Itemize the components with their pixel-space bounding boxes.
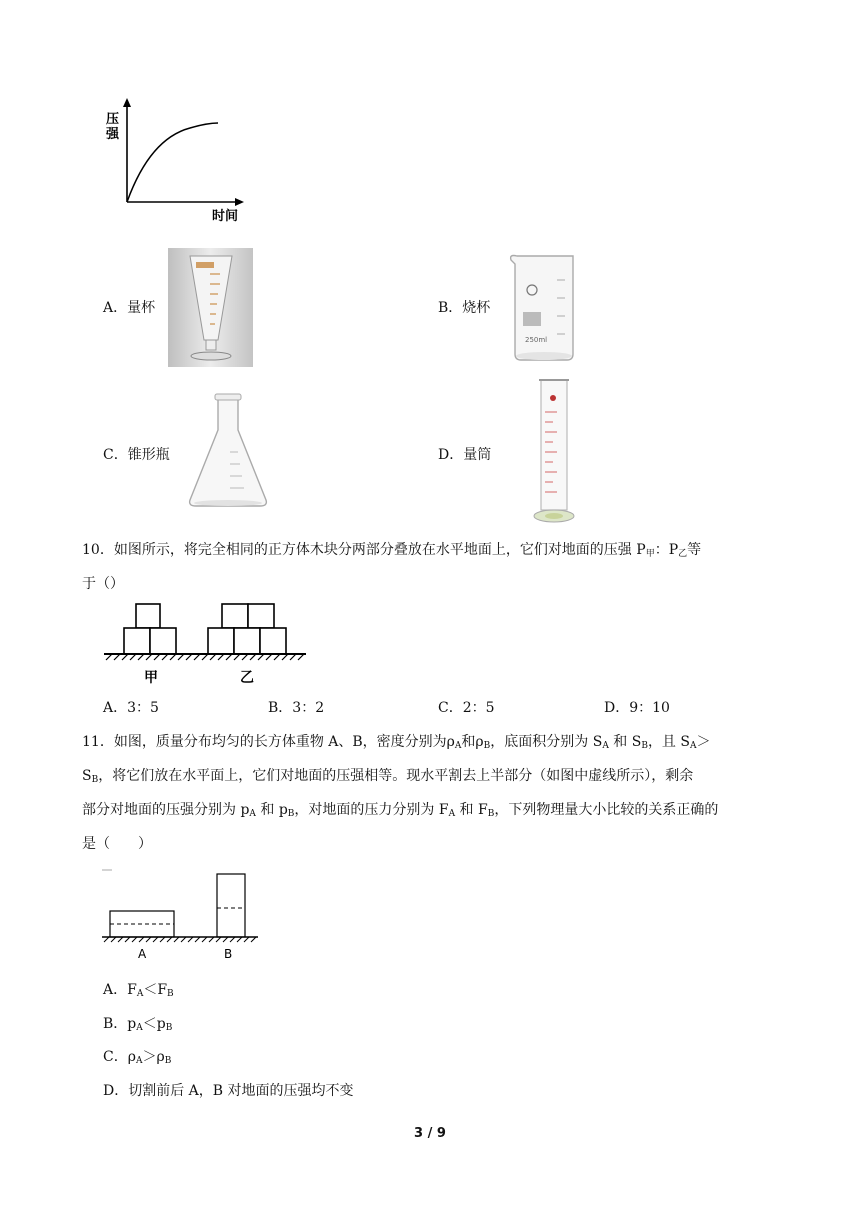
y-axis-arrow bbox=[123, 98, 131, 107]
subscript-yi: 乙 bbox=[678, 549, 688, 559]
figure-label-b: B bbox=[224, 947, 233, 961]
pressure-time-graph bbox=[100, 96, 250, 226]
stacked-cubes-figure bbox=[100, 598, 310, 690]
question-11-line-4: 是（ ） bbox=[82, 836, 152, 852]
option-b[interactable] bbox=[438, 298, 490, 318]
q11-option-d[interactable]: D．切割前后 A，B 对地面的压强均不变 bbox=[103, 1083, 354, 1099]
cube bbox=[234, 628, 260, 654]
x-axis-label: 时间 bbox=[212, 209, 239, 224]
q10-option-b[interactable]: B．3：2 bbox=[268, 700, 325, 716]
q10-option-a[interactable]: A．3：5 bbox=[103, 700, 159, 716]
question-10-line-2: 于（） bbox=[82, 576, 124, 592]
option-text: 烧杯 bbox=[462, 300, 491, 316]
blocks-ab-figure bbox=[98, 866, 264, 962]
option-letter: A． bbox=[103, 300, 128, 316]
q11-option-c[interactable]: C．$\rho_A>\rho_B$ bbox=[103, 1049, 172, 1066]
option-letter: D． bbox=[438, 447, 464, 463]
y-axis-label-1: 压 bbox=[106, 112, 120, 127]
figure-label-yi: 乙 bbox=[240, 670, 254, 686]
graduated-cylinder-image bbox=[505, 376, 605, 528]
q10-option-c[interactable]: C．2：5 bbox=[438, 700, 495, 716]
question-11-line-1: 11．如图，质量分布均匀的长方体重物 A、B，密度分别为$\rho_A$和$\rho_B$，底面积分别为 $S_A$ 和 $S_B$，且 $S_A>$ bbox=[82, 734, 711, 751]
option-letter: C． bbox=[103, 447, 128, 463]
block-b bbox=[217, 874, 245, 937]
beaker-label: 250ml bbox=[525, 336, 548, 344]
cube bbox=[150, 628, 176, 654]
cube bbox=[222, 604, 248, 628]
cube bbox=[260, 628, 286, 654]
option-letter: B． bbox=[438, 300, 463, 316]
flask-image bbox=[186, 392, 270, 512]
pressure-curve bbox=[127, 123, 218, 202]
cube bbox=[136, 604, 160, 628]
subscript-jia: 甲 bbox=[645, 549, 655, 559]
option-text: 量筒 bbox=[463, 447, 492, 463]
beaker-image bbox=[505, 250, 583, 364]
question-10-line-1: 10．如图所示，将完全相同的正方体木块分两部分叠放在水平地面上，它们对地面的压强 $P_甲$：$P_乙$等 bbox=[82, 542, 702, 559]
q11-option-a[interactable]: A．$F_A<F_B$ bbox=[103, 982, 174, 999]
q10-option-d[interactable]: D．9：10 bbox=[604, 700, 670, 716]
option-text: 锥形瓶 bbox=[127, 447, 170, 463]
cube bbox=[124, 628, 150, 654]
figure-label-a: A bbox=[138, 947, 147, 961]
page-number: 3 / 9 bbox=[414, 1126, 446, 1141]
question-11-line-3: 部分对地面的压强分别为 $p_A$ 和 $p_B$，对地面的压力分别为 $F_A$ 和 $F_B$，下列物理量大小比较的关系正确的 bbox=[82, 802, 719, 819]
option-d[interactable] bbox=[438, 445, 491, 465]
q11-option-b[interactable]: B．$p_A<p_B$ bbox=[103, 1016, 173, 1033]
figure-label-jia: 甲 bbox=[144, 670, 158, 686]
cube bbox=[208, 628, 234, 654]
question-11-line-2: $S_B$，将它们放在水平面上，它们对地面的压强相等。现水平割去上半部分（如图中虚线所示），剩余 bbox=[82, 768, 694, 785]
y-axis-label-2: 强 bbox=[106, 127, 120, 142]
x-axis-arrow bbox=[235, 198, 244, 206]
option-c[interactable] bbox=[103, 445, 170, 465]
measuring-cup-image bbox=[168, 248, 253, 367]
option-a[interactable] bbox=[103, 298, 155, 318]
option-text: 量杯 bbox=[127, 300, 156, 316]
cube bbox=[248, 604, 274, 628]
